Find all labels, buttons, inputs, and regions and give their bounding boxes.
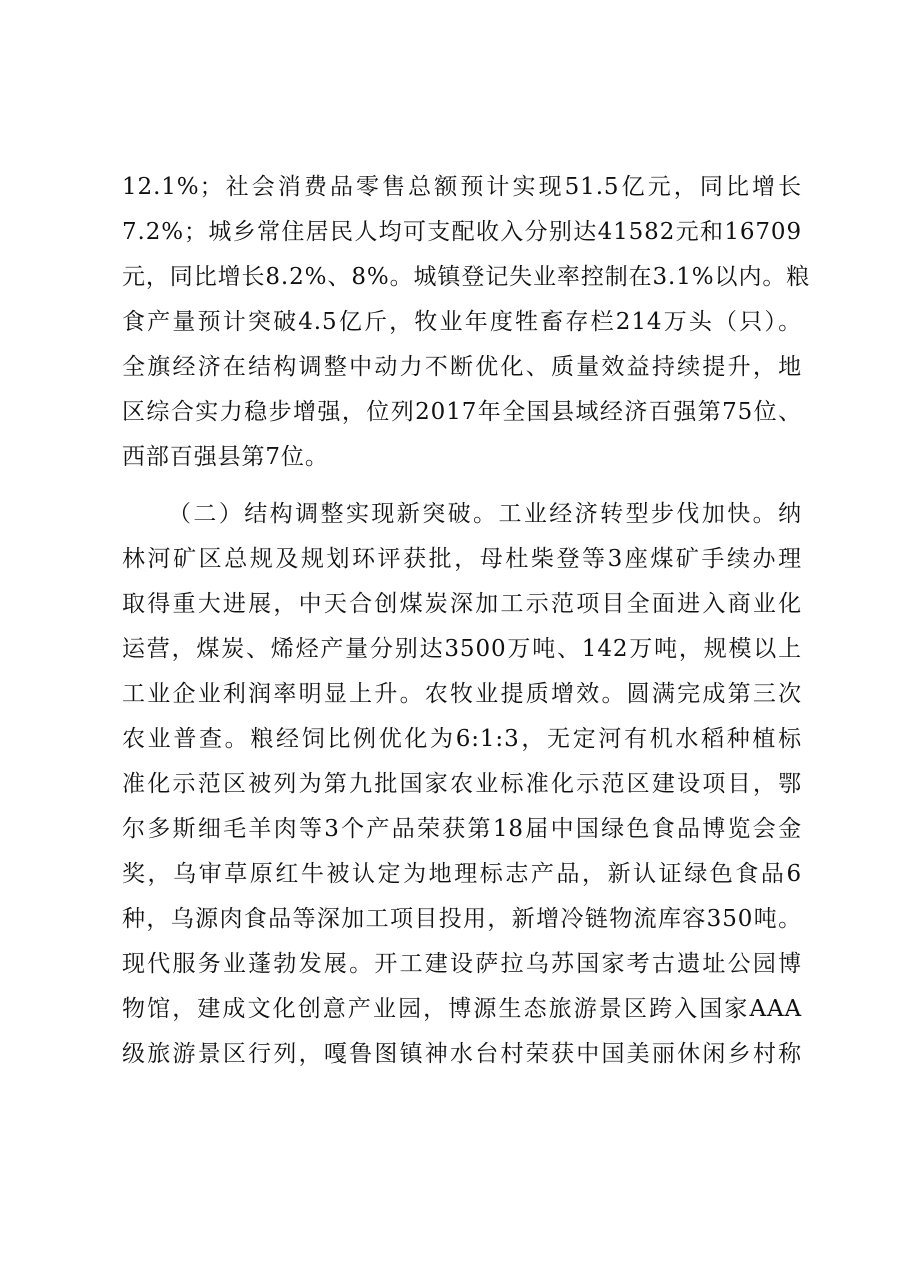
paragraph-2-line-6: 农业普查。粮经饲比例优化为6:1:3，无定河有机水稻种植标 — [122, 726, 802, 752]
paragraph-1-line-3: 元，同比增长8.2%、8%。城镇登记失业率控制在3.1%以内。粮 — [122, 264, 811, 290]
paragraph-2-line-3: 取得重大进展，中天合创煤炭深加工示范项目全面进入商业化 — [122, 591, 802, 617]
paragraph-1-line-7: 西部百强县第7位。 — [122, 444, 329, 470]
paragraph-1-line-6: 区综合实力稳步增强，位列2017年全国县域经济百强第75位、 — [122, 399, 802, 425]
paragraph-2-line-13: 级旅游景区行列，嘎鲁图镇神水台村荣获中国美丽休闲乡村称 — [122, 1041, 802, 1067]
paragraph-2-line-5: 工业企业利润率明显上升。农牧业提质增效。圆满完成第三次 — [122, 681, 802, 707]
paragraph-2-line-2: 林河矿区总规及规划环评获批，母杜柴登等3座煤矿手续办理 — [122, 546, 802, 572]
paragraph-2-line-12: 物馆，建成文化创意产业园，博源生态旅游景区跨入国家AAA — [122, 996, 802, 1022]
paragraph-2-line-9: 奖，乌审草原红牛被认定为地理标志产品，新认证绿色食品6 — [122, 861, 802, 887]
paragraph-2-line-7: 准化示范区被列为第九批国家农业标准化示范区建设项目，鄂 — [122, 771, 802, 797]
paragraph-1-line-2: 7.2%；城乡常住居民人均可支配收入分别达41582元和16709 — [122, 219, 802, 245]
paragraph-1-line-1: 12.1%；社会消费品零售总额预计实现51.5亿元，同比增长 — [122, 174, 802, 200]
paragraph-1-line-4: 食产量预计突破4.5亿斤，牧业年度牲畜存栏214万头（只）。 — [122, 309, 802, 335]
paragraph-2-line-1: （二）结构调整实现新突破。工业经济转型步伐加快。纳 — [168, 501, 802, 527]
paragraph-2-line-8: 尔多斯细毛羊肉等3个产品荣获第18届中国绿色食品博览会金 — [122, 816, 802, 842]
paragraph-2-line-4: 运营，煤炭、烯烃产量分别达3500万吨、142万吨，规模以上 — [122, 636, 802, 662]
paragraph-2-line-10: 种，乌源肉食品等深加工项目投用，新增冷链物流库容350吨。 — [122, 906, 802, 932]
paragraph-1-line-5: 全旗经济在结构调整中动力不断优化、质量效益持续提升，地 — [122, 354, 802, 380]
paragraph-2-line-11: 现代服务业蓬勃发展。开工建设萨拉乌苏国家考古遗址公园博 — [122, 951, 802, 977]
